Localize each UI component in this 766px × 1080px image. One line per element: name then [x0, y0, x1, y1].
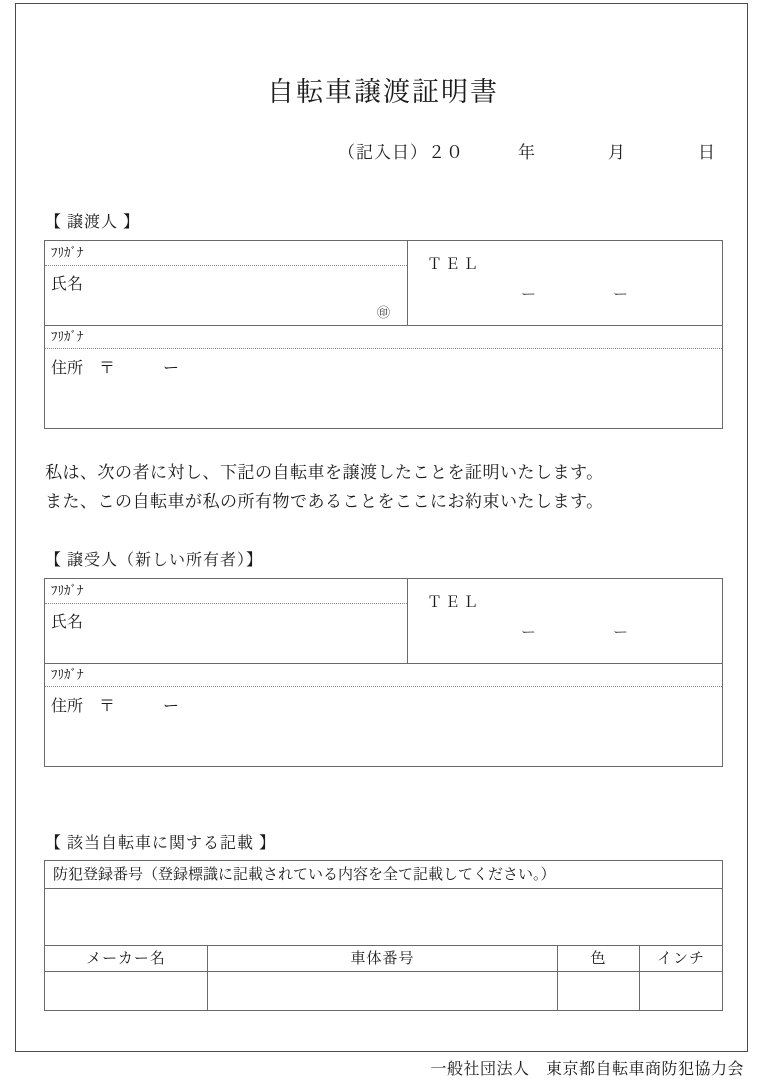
transferee-tel-dash-1: ー [521, 625, 537, 641]
transferee-tel-column[interactable] [408, 579, 722, 663]
registration-number-field[interactable] [45, 889, 722, 946]
transferee-name-column [45, 579, 408, 663]
transferee-address-field[interactable]: 住所 〒 ー [51, 698, 180, 715]
cell-color[interactable] [558, 972, 640, 1010]
declaration-line-1: 私は、次の者に対し、下記の自転車を譲渡したことを証明いたします。 [45, 463, 604, 482]
transferor-tel-column[interactable] [408, 241, 722, 325]
cell-frame-number[interactable] [208, 972, 558, 1010]
column-header-inch: インチ [640, 946, 722, 972]
section-heading-transferee: 【 譲受人（新しい所有者）】 [45, 552, 264, 569]
transferee-block [44, 578, 723, 767]
transferee-tel-label: ＴＥＬ [427, 595, 482, 611]
transferee-name-tel-row [45, 579, 722, 663]
transferor-tel-dash-2: ー [613, 287, 629, 303]
transferor-name-label: 氏名 [51, 276, 84, 293]
page-title: 自転車譲渡証明書 [267, 77, 499, 107]
transferor-name-field[interactable] [45, 266, 407, 325]
bicycle-table-header-row [45, 946, 722, 972]
transferor-name-tel-row [45, 241, 722, 325]
transferee-furigana-label[interactable]: ﾌﾘｶﾞﾅ [45, 579, 407, 604]
section-heading-transferor: 【 譲渡人 】 [45, 214, 141, 231]
section-heading-bicycle: 【 該当自転車に関する記載 】 [45, 835, 277, 852]
column-header-maker: メーカー名 [45, 946, 208, 972]
column-header-frame-number: 車体番号 [208, 946, 558, 972]
transferor-furigana-label[interactable]: ﾌﾘｶﾞﾅ [45, 241, 407, 266]
cell-maker[interactable] [45, 972, 208, 1010]
bicycle-details-table [44, 860, 723, 1011]
transferee-name-field[interactable] [45, 604, 407, 663]
transferor-address-furigana-label[interactable]: ﾌﾘｶﾞﾅ [45, 326, 722, 349]
seal-icon: ㊞ [376, 305, 390, 320]
cell-inch[interactable] [640, 972, 722, 1010]
transferor-name-column [45, 241, 408, 325]
transferor-address-field[interactable]: 住所 〒 ー [51, 360, 180, 377]
transferor-tel-dash-1: ー [521, 287, 537, 303]
declaration-text [45, 458, 604, 516]
transferee-tel-dash-2: ー [613, 625, 629, 641]
declaration-line-2: また、この自転車が私の所有物であることをここにお約束いたします。 [45, 492, 604, 511]
table-row [45, 972, 722, 1010]
transferee-address-furigana-label[interactable]: ﾌﾘｶﾞﾅ [45, 664, 722, 687]
transferee-address-row [45, 663, 722, 766]
footer-organization: 一般社団法人 東京都自転車商防犯協力会 [430, 1061, 744, 1078]
transferor-tel-label: ＴＥＬ [427, 257, 482, 273]
entry-date-line[interactable]: （記入日）２０ 年 月 日 [338, 143, 716, 162]
transferor-block [44, 240, 723, 429]
registration-number-label: 防犯登録番号（登録標識に記載されている内容を全て記載してください。） [45, 861, 722, 889]
transferor-address-row [45, 325, 722, 428]
transferee-name-label: 氏名 [51, 614, 84, 631]
column-header-color: 色 [558, 946, 640, 972]
